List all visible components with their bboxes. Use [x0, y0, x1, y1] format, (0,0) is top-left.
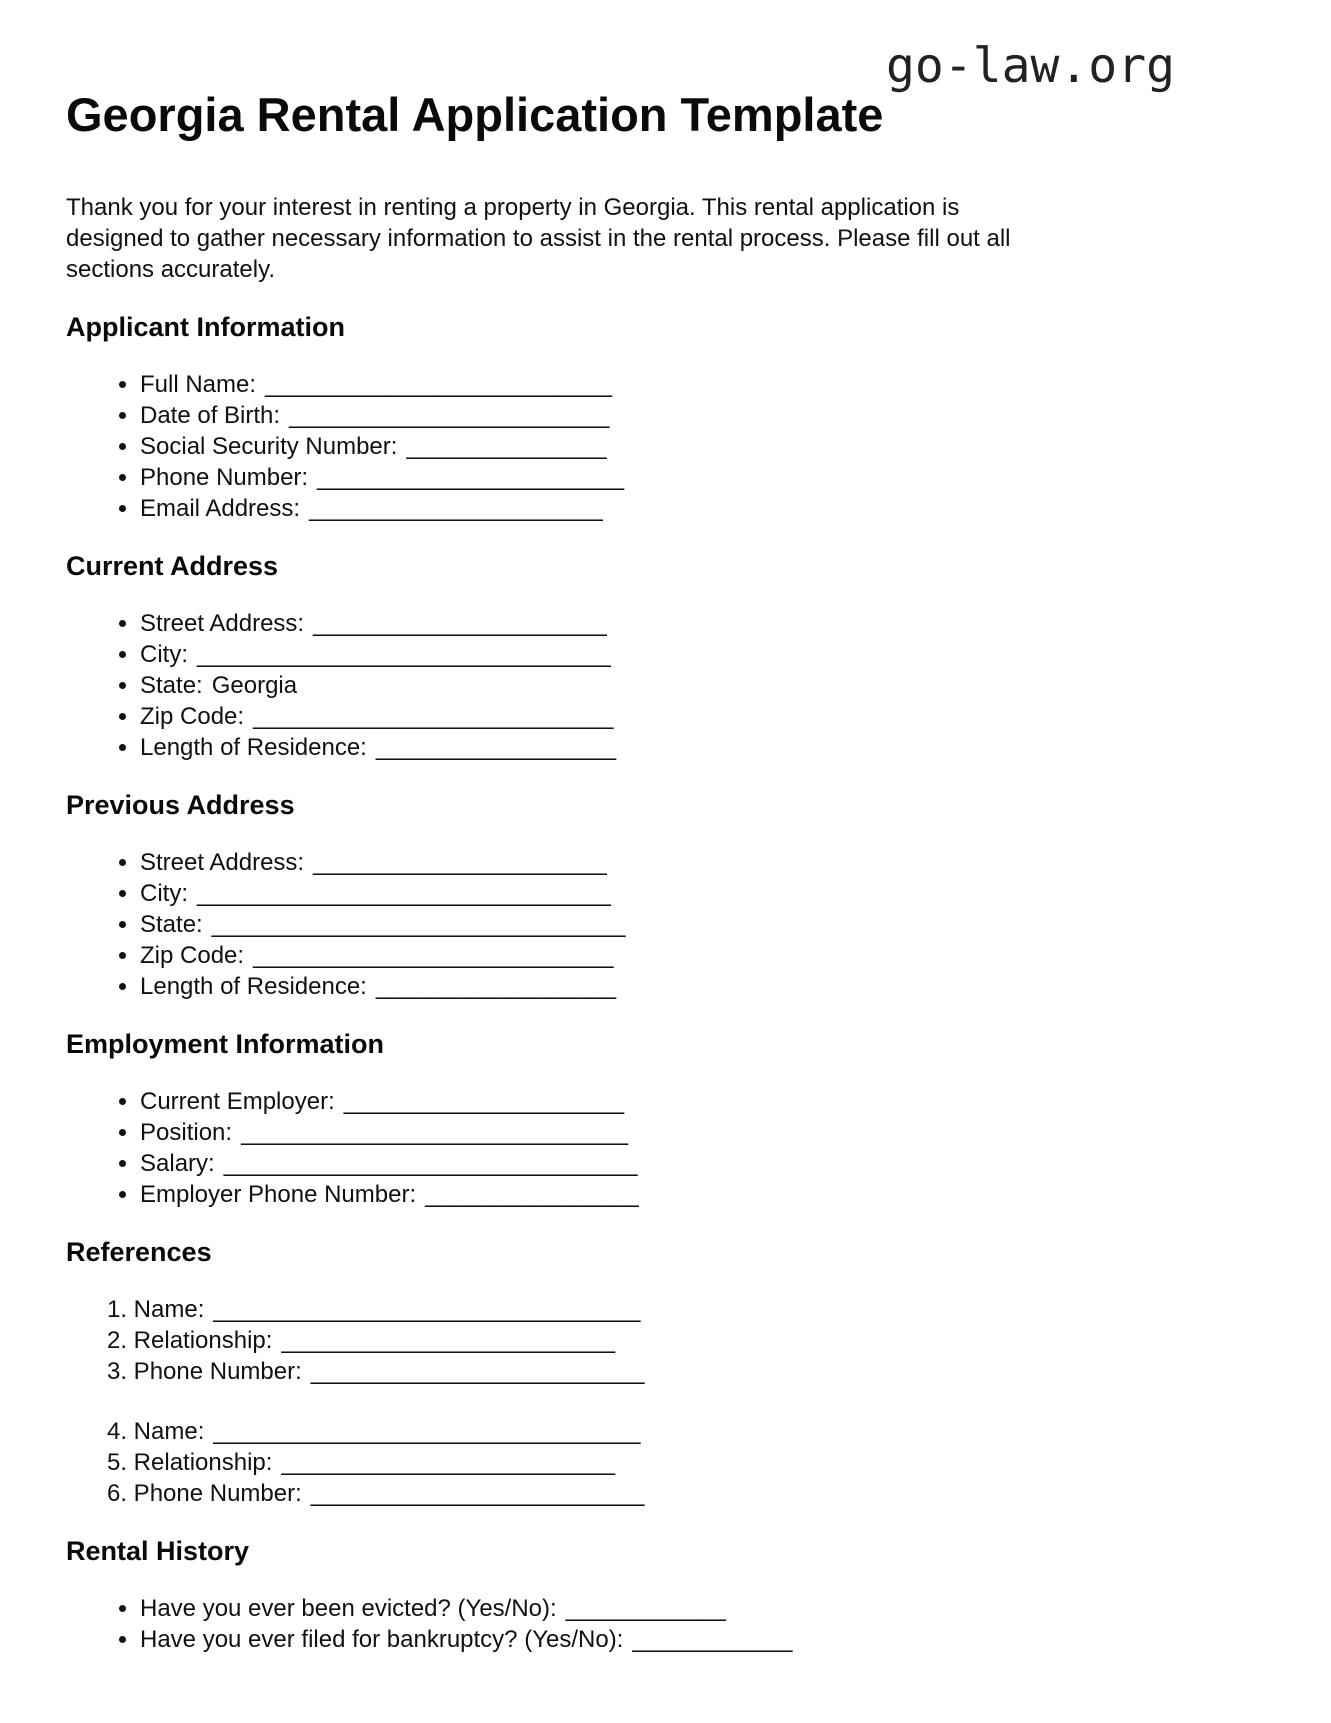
reference-row	[107, 1447, 1265, 1478]
field-label: Have you ever filed for bankruptcy? (Yes/No):	[140, 1626, 624, 1653]
form-field-row	[140, 1624, 1265, 1655]
form-field-row	[140, 639, 1265, 670]
blank-line: __________________	[375, 734, 617, 761]
blank-line: __________________________	[265, 371, 613, 398]
intro-line: designed to gather necessary information to assist in the rental process. Please fill out all	[66, 225, 1011, 252]
intro-line: sections accurately.	[66, 256, 275, 283]
page-title: Georgia Rental Application Template	[66, 88, 884, 141]
field-label: 1. Name:	[107, 1296, 205, 1323]
section-heading: Current Address	[66, 551, 279, 581]
blank-line: _________________________	[281, 1327, 616, 1354]
field-label: State:	[140, 672, 203, 699]
form-field-row	[140, 971, 1265, 1002]
form-field-row	[140, 493, 1265, 524]
field-label: City:	[140, 880, 188, 907]
blank-line: ____________	[565, 1595, 726, 1622]
form-field-row	[140, 400, 1265, 431]
blank-line: ____________	[632, 1626, 793, 1653]
blank-line: _______________________________	[197, 641, 611, 668]
field-label: Position:	[140, 1119, 233, 1146]
section-previous-address	[66, 790, 1265, 1002]
section-heading: Rental History	[66, 1536, 250, 1566]
field-label: Current Employer:	[140, 1088, 335, 1115]
blank-line: _________________________	[281, 1449, 616, 1476]
section-references	[66, 1237, 1265, 1509]
blank-line: ________________________________	[213, 1418, 641, 1445]
section-employment-information	[66, 1029, 1265, 1210]
field-label: State:	[140, 911, 203, 938]
blank-line: ______________________	[309, 495, 603, 522]
field-label: Street Address:	[140, 610, 305, 637]
blank-line: _________________________	[310, 1358, 645, 1385]
field-label: Have you ever been evicted? (Yes/No):	[140, 1595, 557, 1622]
form-field-row	[140, 847, 1265, 878]
blank-line: _____________________	[343, 1088, 625, 1115]
blank-line: ________________________	[289, 402, 610, 429]
site-logo: go-law.org	[886, 38, 1175, 94]
field-label: Street Address:	[140, 849, 305, 876]
blank-line: _______________	[406, 433, 607, 460]
blank-line: _____________________________	[241, 1119, 629, 1146]
form-field-row	[140, 1117, 1265, 1148]
form-field-row	[140, 909, 1265, 940]
reference-row	[107, 1294, 1265, 1325]
blank-line: __________________	[375, 973, 617, 1000]
field-label: 2. Relationship:	[107, 1327, 273, 1354]
form-field-row	[140, 878, 1265, 909]
field-label: 4. Name:	[107, 1418, 205, 1445]
form-field-row	[140, 732, 1265, 763]
field-label: 3. Phone Number:	[107, 1358, 302, 1385]
field-label: 5. Relationship:	[107, 1449, 273, 1476]
blank-line: ___________________________	[253, 942, 614, 969]
reference-row	[107, 1478, 1265, 1509]
blank-line: ______________________	[313, 849, 607, 876]
field-label: City:	[140, 641, 188, 668]
blank-line: ______________________	[313, 610, 607, 637]
field-label: Length of Residence:	[140, 734, 367, 761]
section-heading: Applicant Information	[66, 312, 345, 342]
form-field-row	[140, 608, 1265, 639]
field-label: 6. Phone Number:	[107, 1480, 302, 1507]
intro-paragraph	[66, 192, 1265, 285]
form-field-row	[140, 940, 1265, 971]
reference-row	[107, 1325, 1265, 1356]
reference-row	[107, 1416, 1265, 1447]
form-field-row	[140, 1593, 1265, 1624]
form-field-row	[140, 1086, 1265, 1117]
form-field-row	[140, 1148, 1265, 1179]
section-heading: Employment Information	[66, 1029, 385, 1059]
field-label: Social Security Number:	[140, 433, 398, 460]
blank-line: _______________________________	[197, 880, 611, 907]
blank-line: _________________________	[310, 1480, 645, 1507]
field-label: Zip Code:	[140, 703, 245, 730]
blank-line: ________________	[425, 1181, 639, 1208]
form-field-row	[140, 462, 1265, 493]
form-field-row	[140, 431, 1265, 462]
reference-row	[107, 1356, 1265, 1387]
form-field-row	[140, 1179, 1265, 1210]
section-heading: References	[66, 1237, 212, 1267]
blank-line: _______________________________	[223, 1150, 638, 1177]
section-rental-history	[66, 1536, 1265, 1655]
blank-line: ___________________________	[253, 703, 614, 730]
intro-line: Thank you for your interest in renting a property in Georgia. This rental application is	[66, 194, 960, 221]
section-applicant-information	[66, 312, 1265, 524]
field-label: Full Name:	[140, 371, 257, 398]
field-label: Phone Number:	[140, 464, 309, 491]
section-heading: Previous Address	[66, 790, 295, 820]
form-field-row	[140, 670, 1265, 701]
blank-line: ________________________________	[213, 1296, 641, 1323]
form-field-row	[140, 369, 1265, 400]
form-field-row	[140, 701, 1265, 732]
field-label: Length of Residence:	[140, 973, 367, 1000]
field-label: Email Address:	[140, 495, 301, 522]
field-label: Date of Birth:	[140, 402, 281, 429]
field-label: Zip Code:	[140, 942, 245, 969]
field-value: Georgia	[211, 672, 298, 699]
blank-line: _______________________________	[211, 911, 626, 938]
field-label: Salary:	[140, 1150, 215, 1177]
field-label: Employer Phone Number:	[140, 1181, 417, 1208]
blank-line: _______________________	[317, 464, 625, 491]
section-current-address	[66, 551, 1265, 763]
